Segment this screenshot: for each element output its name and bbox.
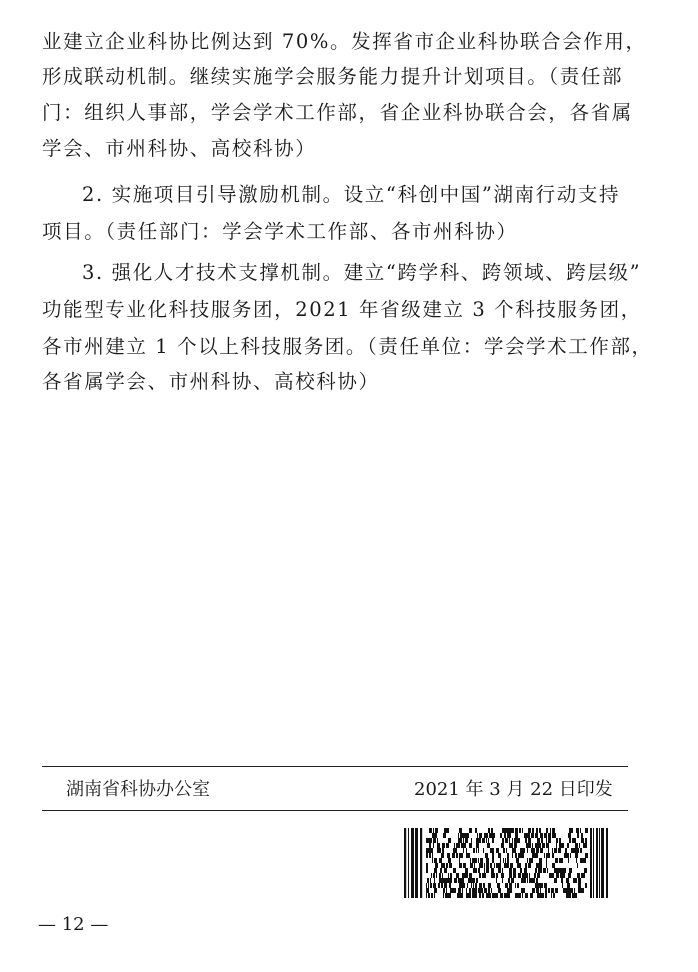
body-line: 功能型专业化科技服务团，2021 年省级建立 3 个科技服务团，: [42, 298, 642, 321]
pdf417-barcode-icon: [404, 828, 608, 898]
footer-top-rule: [42, 766, 628, 767]
body-line: 学会、市州科协、高校科协）: [42, 137, 317, 160]
page-number: — 12 —: [38, 914, 109, 935]
footer-bottom-rule: [42, 810, 628, 811]
body-line: 2. 实施项目引导激励机制。设立“科创中国”湖南行动支持: [82, 183, 621, 206]
body-line: 形成联动机制。继续实施学会服务能力提升计划项目。（责任部: [42, 65, 624, 88]
body-line: 业建立企业科协比例达到 70%。发挥省市企业科协联合会作用，: [42, 30, 647, 53]
body-line: 项目。（责任部门：学会学术工作部、各市州科协）: [42, 220, 518, 243]
issuer-name: 湖南省科协办公室: [66, 779, 210, 800]
issue-date: 2021 年 3 月 22 日印发: [414, 779, 613, 800]
body-line: 各市州建立 1 个以上科技服务团。（责任单位：学会学术工作部，: [42, 335, 653, 358]
body-line: 各省属学会、市州科协、高校科协）: [42, 370, 380, 393]
body-line: 3. 强化人才技术支撑机制。建立“跨学科、跨领域、跨层级”: [82, 261, 642, 284]
body-line: 门：组织人事部，学会学术工作部，省企业科协联合会，各省属: [42, 101, 633, 124]
